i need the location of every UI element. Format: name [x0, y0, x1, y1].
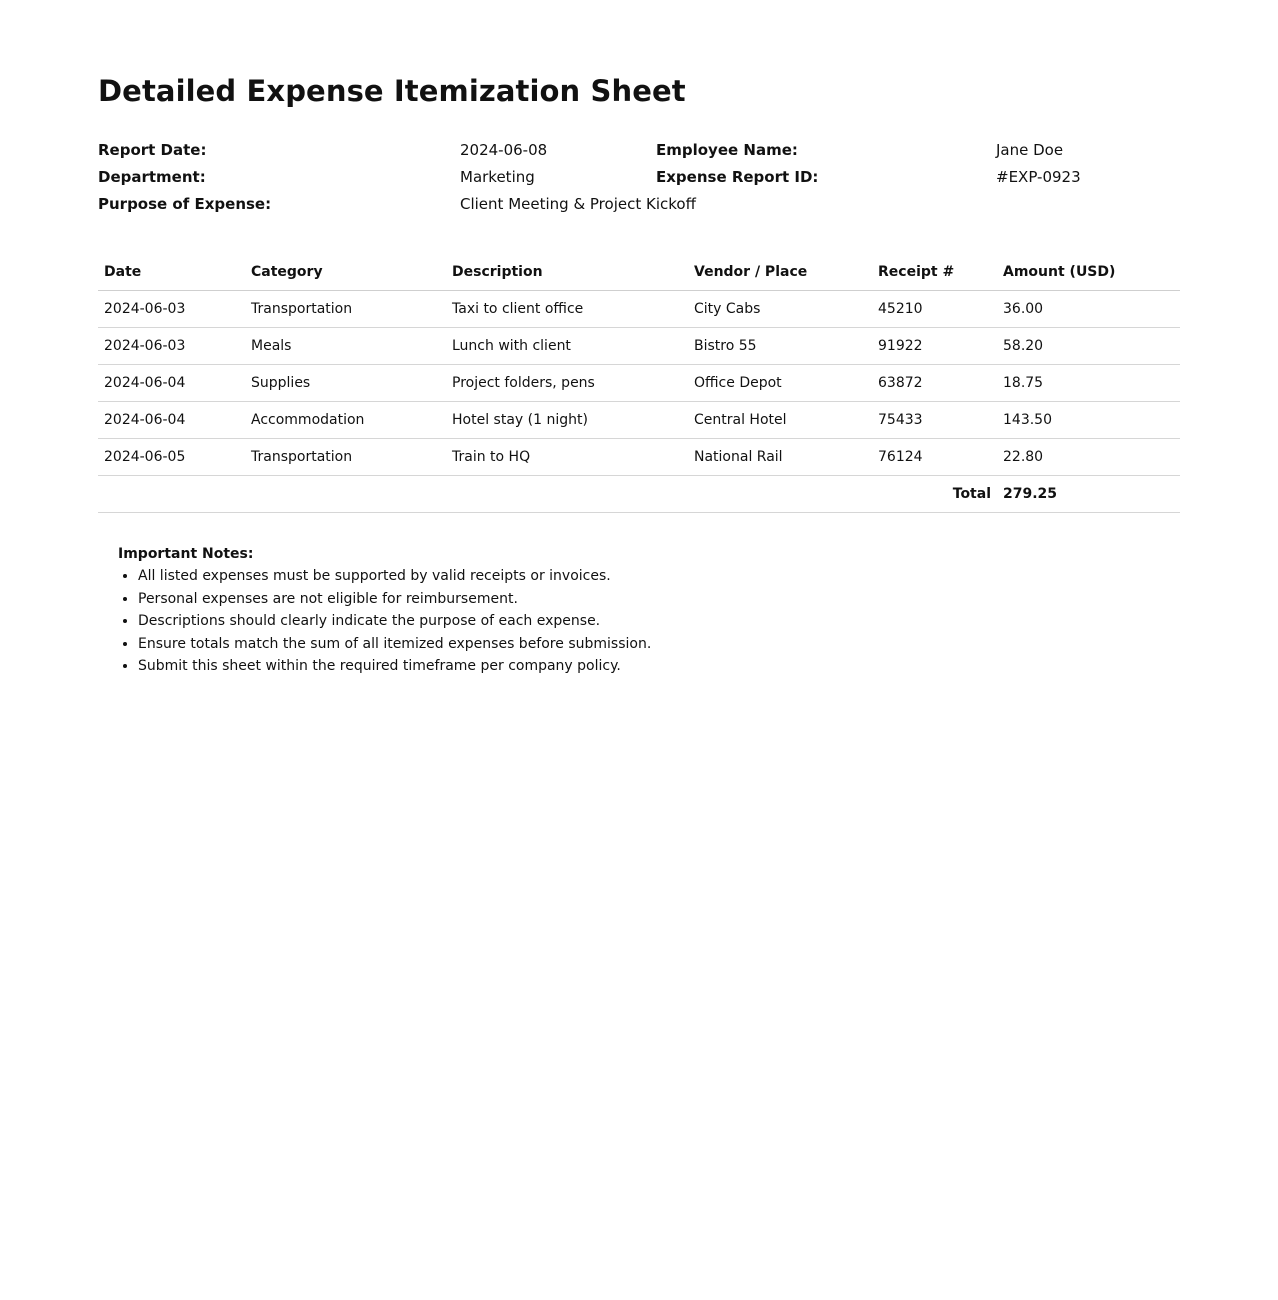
cell-amount: 143.50	[997, 402, 1180, 439]
note-item: • Personal expenses are not eligible for reimbursement.	[138, 588, 1180, 611]
note-item: • All listed expenses must be supported by valid receipts or invoices.	[138, 565, 1180, 588]
total-label: Total	[98, 476, 997, 513]
employee-name-label: Employee Name:	[656, 141, 798, 159]
cell-amount: 22.80	[997, 439, 1180, 476]
info-spacer	[656, 191, 996, 218]
notes-title: Important Notes:	[118, 546, 254, 562]
cell-category: Meals	[245, 328, 446, 365]
cell-receipt: 45210	[872, 291, 997, 328]
table-row	[98, 439, 1180, 476]
cell-description: Lunch with client	[446, 328, 688, 365]
purpose-value: Client Meeting & Project Kickoff	[460, 195, 696, 213]
column-header-category: Category	[245, 254, 446, 291]
column-header-date: Date	[98, 254, 245, 291]
cell-amount: 18.75	[997, 365, 1180, 402]
table-row	[98, 365, 1180, 402]
cell-receipt: 91922	[872, 328, 997, 365]
expense-table	[98, 254, 1180, 513]
note-item: • Submit this sheet within the required timeframe per company policy.	[138, 655, 1180, 678]
cell-receipt: 76124	[872, 439, 997, 476]
cell-vendor: Office Depot	[688, 365, 872, 402]
cell-description: Taxi to client office	[446, 291, 688, 328]
cell-category: Accommodation	[245, 402, 446, 439]
column-header-receipt: Receipt #	[872, 254, 997, 291]
cell-vendor: Central Hotel	[688, 402, 872, 439]
purpose-label: Purpose of Expense:	[98, 195, 272, 213]
cell-category: Transportation	[245, 291, 446, 328]
column-header-description: Description	[446, 254, 688, 291]
notes-list	[118, 565, 1180, 678]
cell-date: 2024-06-05	[98, 439, 245, 476]
table-row	[98, 291, 1180, 328]
cell-receipt: 63872	[872, 365, 997, 402]
cell-vendor: City Cabs	[688, 291, 872, 328]
employee-name-value: Jane Doe	[996, 141, 1064, 159]
report-date-value: 2024-06-08	[460, 141, 548, 159]
department-value: Marketing	[460, 168, 535, 186]
report-id-value: #EXP-0923	[996, 168, 1081, 186]
report-date-label: Report Date:	[98, 141, 207, 159]
cell-description: Hotel stay (1 night)	[446, 402, 688, 439]
note-item: • Ensure totals match the sum of all itemized expenses before submission.	[138, 633, 1180, 656]
column-header-vendor: Vendor / Place	[688, 254, 872, 291]
column-header-amount: Amount (USD)	[997, 254, 1180, 291]
total-amount: 279.25	[997, 476, 1180, 513]
table-row	[98, 402, 1180, 439]
cell-receipt: 75433	[872, 402, 997, 439]
info-spacer	[996, 191, 1180, 218]
note-item: • Descriptions should clearly indicate the purpose of each expense.	[138, 610, 1180, 633]
cell-category: Supplies	[245, 365, 446, 402]
report-id-label: Expense Report ID:	[656, 168, 819, 186]
total-row	[98, 476, 1180, 513]
cell-description: Train to HQ	[446, 439, 688, 476]
cell-date: 2024-06-03	[98, 328, 245, 365]
table-row	[98, 328, 1180, 365]
cell-date: 2024-06-04	[98, 365, 245, 402]
expense-sheet-page	[98, 0, 1180, 678]
cell-amount: 58.20	[997, 328, 1180, 365]
table-header-row	[98, 254, 1180, 291]
important-notes	[118, 543, 1180, 678]
cell-date: 2024-06-04	[98, 402, 245, 439]
cell-description: Project folders, pens	[446, 365, 688, 402]
department-label: Department:	[98, 168, 206, 186]
cell-date: 2024-06-03	[98, 291, 245, 328]
page-title: Detailed Expense Itemization Sheet	[98, 74, 686, 108]
cell-vendor: National Rail	[688, 439, 872, 476]
cell-amount: 36.00	[997, 291, 1180, 328]
cell-category: Transportation	[245, 439, 446, 476]
cell-vendor: Bistro 55	[688, 328, 872, 365]
report-info-grid	[98, 137, 1180, 218]
